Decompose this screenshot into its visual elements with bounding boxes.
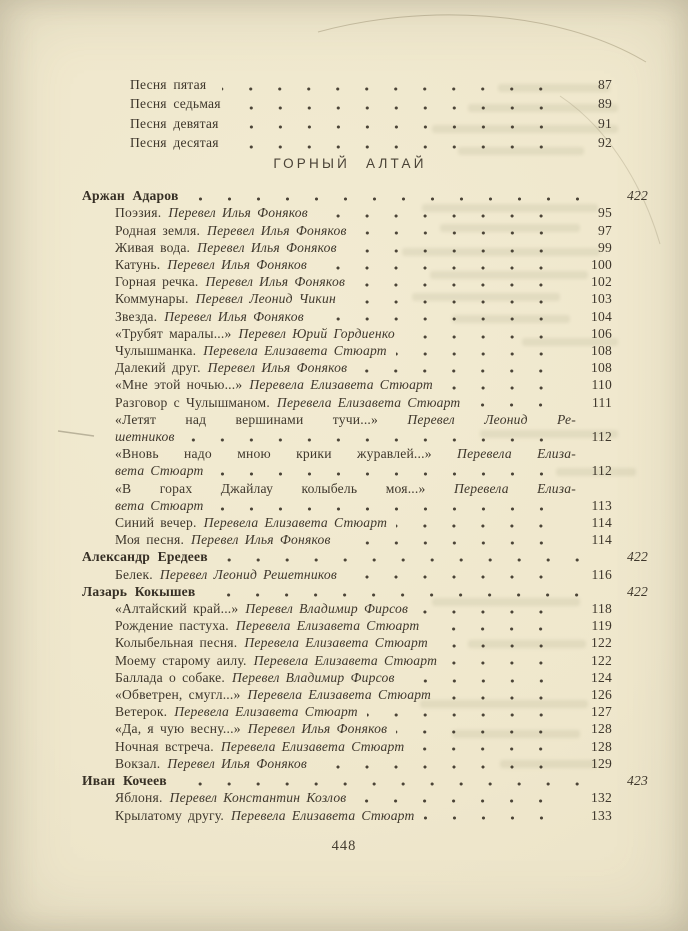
- author-row: [82, 583, 648, 600]
- translator-credit: Перевел Илья Фоняков: [167, 755, 307, 771]
- translator-credit: Перевел Илья Фоняков: [207, 360, 348, 376]
- dot-leader: [355, 799, 568, 803]
- dot-leader: [213, 507, 568, 511]
- work-row: [82, 256, 612, 273]
- translator-credit: Перевел Леонид Решетников: [159, 566, 337, 582]
- front-toc-row: [82, 94, 612, 113]
- page-ref: 127: [591, 704, 612, 720]
- translator-credit: Перевела Елизавета Стюарт: [231, 807, 415, 823]
- dot-leader: [442, 386, 568, 390]
- work-row: [82, 204, 612, 221]
- work-row: [82, 807, 612, 824]
- page-number-folio: 448: [331, 838, 357, 854]
- work-row: [82, 239, 612, 256]
- page-ref: 116: [591, 566, 612, 582]
- translator-credit: Перевел Юрий Гордиенко: [238, 325, 395, 341]
- page-ref: 126: [591, 687, 612, 703]
- translator-credit: Перевел Владимир Фирсов: [245, 601, 409, 617]
- front-toc-row: [82, 75, 612, 94]
- page-ref: 128: [591, 738, 612, 754]
- dot-leader: [446, 661, 568, 665]
- front-toc-row: [82, 114, 612, 133]
- work-title: Звезда.: [115, 308, 158, 324]
- work-row: [82, 686, 612, 703]
- work-title: Синий вечер.: [115, 515, 197, 531]
- dot-leader: [235, 125, 568, 129]
- page-ref: 122: [591, 652, 612, 668]
- work-title: Песня десятая: [130, 134, 219, 150]
- translator-credit: Перевел Владимир Фирсов: [231, 669, 395, 685]
- work-title: Песня девятая: [130, 115, 219, 131]
- author-row: [82, 187, 648, 204]
- work-row: [82, 669, 612, 686]
- page-ref: 111: [592, 394, 612, 410]
- page-ref: 103: [591, 291, 612, 307]
- dot-leader: [396, 352, 568, 356]
- page-ref: 110: [591, 377, 612, 393]
- translator-credit: Перевел Илья Фоняков: [168, 205, 308, 221]
- work-row-continuation: [82, 462, 612, 479]
- work-row: [82, 531, 612, 548]
- page-ref: 114: [591, 532, 612, 548]
- front-toc-row: [82, 133, 612, 152]
- work-title: Крылатому другу.: [115, 807, 224, 823]
- work-title: Рождение пастуха.: [115, 618, 229, 634]
- translator-credit: Перевела Елизавета Стюарт: [247, 687, 432, 703]
- work-title: Вокзал.: [115, 755, 161, 771]
- page-ref: 108: [591, 343, 612, 359]
- work-row: [82, 273, 612, 290]
- translator-credit: Перевел Илья Фоняков: [205, 274, 346, 290]
- dot-leader: [367, 713, 568, 717]
- page-ref: 132: [591, 790, 612, 806]
- translator-credit: Перевела Елизавета Стюарт: [249, 377, 433, 393]
- page-ref: 100: [591, 257, 612, 272]
- dot-leader: [404, 679, 568, 683]
- work-row: [82, 290, 612, 307]
- author-row: [82, 772, 648, 789]
- dot-leader: [184, 438, 568, 442]
- author-name: Лазарь Кокышев: [82, 583, 196, 599]
- dot-leader: [396, 730, 568, 734]
- dot-leader: [222, 87, 568, 91]
- work-title: «Мне этой ночью...»: [115, 377, 243, 393]
- work-title: Ветерок.: [115, 704, 168, 720]
- dot-leader: [440, 696, 568, 700]
- dot-leader: [413, 747, 568, 751]
- page-ref: 91: [598, 115, 612, 131]
- work-title: «Вновь надо мною крики журавлей...»: [115, 446, 432, 462]
- work-row: [82, 514, 612, 531]
- work-title: Коммунары.: [115, 291, 189, 307]
- dot-leader: [424, 816, 568, 820]
- toc-list: [82, 187, 648, 824]
- page-ref: 128: [591, 721, 612, 737]
- work-title: Чулышманка.: [115, 343, 197, 359]
- page-ref: 95: [598, 205, 612, 221]
- work-row: [82, 634, 612, 651]
- work-title: Горная речка.: [115, 274, 199, 290]
- dot-leader: [313, 317, 568, 321]
- work-row: [82, 755, 612, 772]
- page-ref: 87: [598, 77, 612, 92]
- work-row-continuation: [82, 428, 612, 445]
- dot-leader: [356, 369, 568, 373]
- dot-leader: [396, 524, 568, 528]
- work-title: Живая вода.: [115, 239, 191, 255]
- front-matter-list: [82, 75, 648, 152]
- work-row: [82, 652, 612, 669]
- page-ref: 89: [598, 96, 612, 112]
- table-of-contents: [82, 75, 648, 824]
- work-title: «Трубят маралы...»: [115, 325, 232, 341]
- translator-credit: Перевел Илья Фоняков: [191, 532, 331, 548]
- work-row: [82, 703, 612, 720]
- work-row: [82, 342, 612, 359]
- translator-credit: Перевел Илья Фоняков: [164, 308, 304, 324]
- page-ref: 92: [598, 134, 612, 150]
- work-title: Белек.: [115, 566, 153, 582]
- translator-credit: Перевел Илья Фоняков: [207, 222, 347, 238]
- page-ref: 133: [591, 807, 612, 823]
- page-ref: 112: [591, 463, 612, 479]
- page-ref: 129: [591, 755, 612, 771]
- translator-credit: Перевела Елизавета Стюарт: [203, 343, 387, 359]
- dot-leader: [188, 197, 604, 201]
- dot-leader: [354, 283, 568, 287]
- work-title: Песня пятая: [130, 77, 207, 92]
- translator-credit: Перевела Елизавета Стюарт: [276, 394, 461, 410]
- translator-credit: Перевела Елизавета Стюарт: [174, 704, 358, 720]
- translator-credit: Перевела Елиза-: [457, 446, 576, 462]
- dot-leader: [176, 782, 604, 786]
- dot-leader: [428, 627, 568, 631]
- work-title: «В горах Джайлау колыбель моя...»: [115, 480, 426, 496]
- work-row: [82, 720, 612, 737]
- author-page-ref: 423: [627, 773, 648, 789]
- dot-leader: [235, 145, 568, 149]
- work-title: Яблоня.: [115, 790, 163, 806]
- dot-leader: [217, 558, 604, 562]
- work-row: [82, 600, 612, 617]
- translator-credit-continuation: вета Стюарт: [115, 463, 204, 479]
- work-row-first-line: [82, 411, 648, 428]
- work-row: [82, 738, 612, 755]
- author-name: Александр Ередеев: [82, 549, 208, 565]
- page-ref: 114: [591, 515, 612, 531]
- work-row: [82, 325, 612, 342]
- dot-leader: [417, 610, 568, 614]
- work-title: «Обветрен, смугл...»: [115, 687, 241, 703]
- work-title: Поэзия.: [115, 205, 162, 221]
- translator-credit: Перевел Леонид Чикин: [195, 291, 336, 307]
- dot-leader: [346, 249, 568, 253]
- translator-credit: Перевел Илья Фоняков: [247, 721, 388, 737]
- work-title: Баллада о собаке.: [115, 669, 225, 685]
- translator-credit-continuation: вета Стюарт: [115, 497, 204, 513]
- work-title: Моему старому аилу.: [115, 652, 247, 668]
- page-ref: 104: [591, 308, 612, 324]
- translator-credit: Перевел Илья Фоняков: [167, 257, 307, 272]
- dot-leader: [437, 644, 568, 648]
- work-title: Моя песня.: [115, 532, 185, 548]
- work-row: [82, 308, 612, 325]
- page-ref: 124: [591, 669, 612, 685]
- dot-leader: [237, 106, 568, 110]
- work-title: Песня седьмая: [130, 96, 221, 112]
- work-row-first-line: [82, 445, 648, 462]
- work-title: Далекий друг.: [115, 360, 201, 376]
- work-title: Родная земля.: [115, 222, 201, 238]
- dot-leader: [204, 593, 604, 597]
- author-page-ref: 422: [627, 583, 648, 599]
- translator-credit: Перевела Елизавета Стюарт: [244, 635, 428, 651]
- page-ref: 122: [591, 635, 612, 651]
- work-row: [82, 617, 612, 634]
- work-title: Колыбельная песня.: [115, 635, 238, 651]
- dot-leader: [213, 472, 568, 476]
- translator-credit: Перевела Елиза-: [453, 480, 576, 496]
- translator-credit: Перевел Илья Фоняков: [197, 239, 337, 255]
- work-row: [82, 566, 612, 583]
- page-ref: 99: [598, 239, 612, 255]
- work-row-continuation: [82, 497, 612, 514]
- work-title: Ночная встреча.: [115, 738, 214, 754]
- dot-leader: [340, 541, 568, 545]
- dot-leader: [356, 231, 568, 235]
- translator-credit: Перевела Елизавета Стюарт: [203, 515, 388, 531]
- page-ref: 113: [591, 497, 612, 513]
- dot-leader: [469, 403, 568, 407]
- page-ref: 106: [591, 325, 612, 341]
- translator-credit: Перевел Константин Козлов: [169, 790, 347, 806]
- section-header: ГОРНЫЙ АЛТАЙ: [273, 156, 427, 172]
- page-ref: 102: [591, 274, 612, 290]
- work-row: [82, 394, 612, 411]
- translator-credit: Перевел Леонид Ре-: [407, 411, 576, 427]
- dot-leader: [316, 765, 568, 769]
- dot-leader: [404, 335, 568, 339]
- page-ref: 118: [591, 601, 612, 617]
- dot-leader: [345, 300, 568, 304]
- work-row-first-line: [82, 480, 648, 497]
- translator-credit: Перевела Елизавета Стюарт: [253, 652, 438, 668]
- dot-leader: [316, 266, 568, 270]
- author-page-ref: 422: [627, 549, 648, 565]
- dot-leader: [346, 575, 568, 579]
- page-ref: 108: [591, 360, 612, 376]
- work-row: [82, 222, 612, 239]
- translator-credit: Перевела Елизавета Стюарт: [220, 738, 405, 754]
- work-row: [82, 376, 612, 393]
- work-title: Катунь.: [115, 257, 161, 272]
- dot-leader: [317, 214, 568, 218]
- translator-credit: Перевела Елизавета Стюарт: [235, 618, 420, 634]
- author-row: [82, 548, 648, 565]
- page-ref: 97: [598, 222, 612, 238]
- work-title: «Алтайский край...»: [115, 601, 239, 617]
- translator-credit-continuation: шетников: [115, 429, 175, 445]
- work-title: Разговор с Чулышманом.: [115, 394, 270, 410]
- page-ref: 112: [591, 429, 612, 445]
- work-title: «Летят над вершинами тучи...»: [115, 411, 379, 427]
- author-page-ref: 422: [627, 188, 648, 204]
- work-row: [82, 359, 612, 376]
- author-name: Иван Кочеев: [82, 773, 167, 789]
- work-row: [82, 789, 612, 806]
- page-ref: 119: [591, 618, 612, 634]
- work-title: «Да, я чую весну...»: [115, 721, 241, 737]
- author-name: Аржан Адаров: [82, 188, 179, 204]
